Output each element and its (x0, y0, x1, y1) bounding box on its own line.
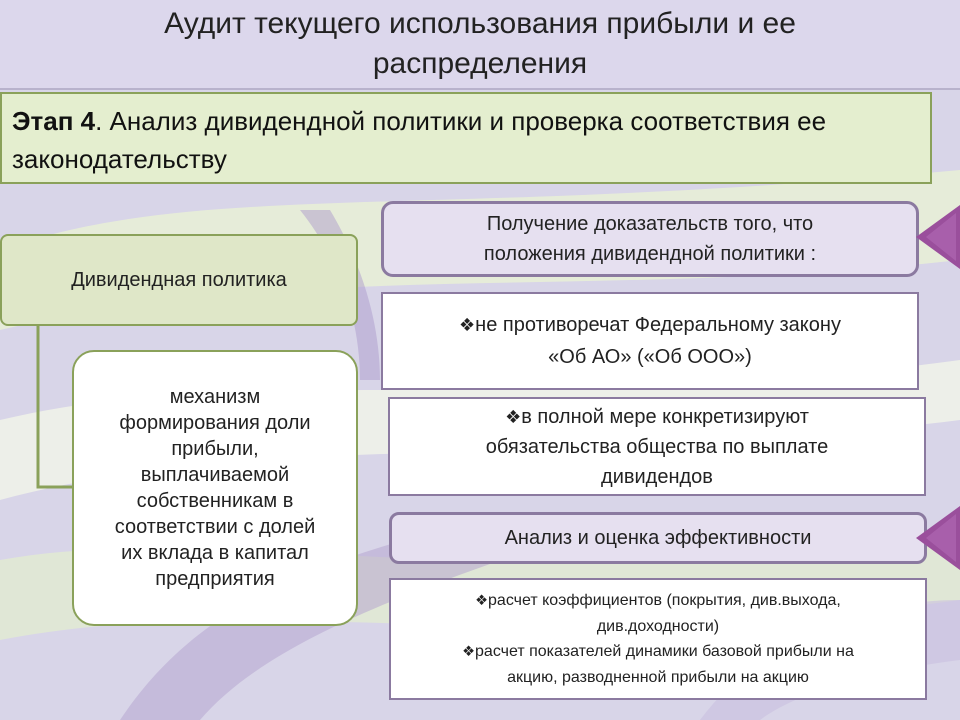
diamond-bullet-icon: ❖ (505, 406, 522, 427)
criterion-box-obligations (388, 397, 926, 496)
dividend-policy-box (0, 234, 358, 326)
stage-text-2: законодательству (12, 144, 227, 174)
stage-label: Этап 4 (12, 106, 96, 136)
arrow-left-icon (916, 205, 960, 269)
efficiency-label: Анализ и оценка эффективности (504, 526, 812, 549)
criterion-obligations-text-2: обязательства общества по выплате (485, 435, 829, 458)
diamond-bullet-icon: ❖ (459, 315, 476, 335)
evidence-line-2: положения дивидендной политики : (483, 243, 817, 265)
mechanism-line: соответствии с долей (114, 516, 316, 538)
evidence-box (381, 201, 919, 277)
arrow-left-icon (916, 506, 960, 570)
title-line-2: распределения (372, 47, 588, 80)
mechanism-line: прибыли, (171, 438, 259, 460)
criterion-law-line-1 (459, 309, 841, 341)
calculations-box (389, 578, 927, 700)
criterion-obligations-text-1: в полной мере конкретизируют (521, 405, 809, 428)
stage-banner (0, 92, 932, 184)
mechanism-line: их вклада в капитал (121, 542, 309, 564)
dividend-policy-label: Дивидендная политика (71, 268, 287, 291)
criterion-obligations-line-1 (486, 402, 828, 432)
calc-item-1-text-2: див.доходности) (596, 618, 720, 635)
mechanism-line: предприятия (155, 568, 275, 590)
mechanism-line: выплачиваемой (140, 464, 290, 486)
stage-line-1 (12, 102, 920, 140)
evidence-line-1: Получение доказательств того, что (486, 213, 814, 235)
efficiency-box (389, 512, 927, 564)
slide-title (0, 0, 960, 90)
mechanism-line: механизм (169, 386, 261, 408)
calc-item-1-text-1: расчет коэффициентов (покрытия, див.выхода, (488, 592, 841, 609)
title-line-1: Аудит текущего использования прибыли и ее (164, 7, 796, 40)
calc-item-2-line-1 (462, 639, 854, 665)
diamond-bullet-icon: ❖ (462, 644, 476, 660)
criterion-law-text-1: не противоречат Федеральному закону (475, 314, 841, 336)
criterion-box-law (381, 292, 919, 390)
criterion-obligations-text-3: дивидендов (601, 465, 713, 488)
mechanism-box (72, 350, 358, 626)
calc-item-2-text-1: расчет показателей динамики базовой прибыли на (475, 643, 854, 660)
calc-item-1-line-1 (462, 588, 854, 614)
stage-text-1: . Анализ дивидендной политики и проверка соответствия ее (95, 106, 827, 136)
criterion-law-text-2: «Об АО» («Об ООО») (548, 346, 752, 368)
calc-item-2-text-2: акцию, разводненной прибыли на акцию (507, 669, 809, 686)
diamond-bullet-icon: ❖ (475, 593, 489, 609)
mechanism-line: формирования доли (119, 412, 311, 434)
mechanism-line: собственникам в (136, 490, 294, 512)
